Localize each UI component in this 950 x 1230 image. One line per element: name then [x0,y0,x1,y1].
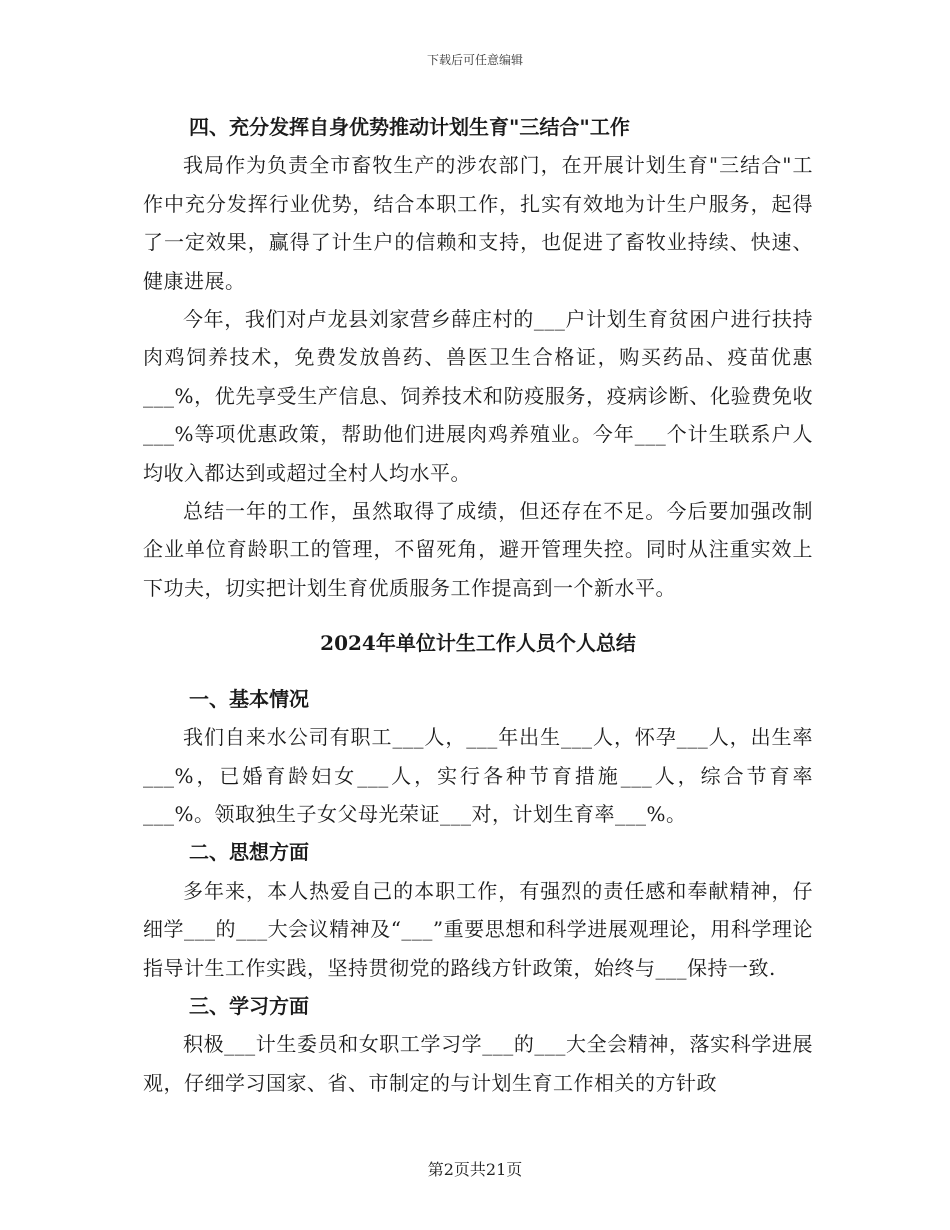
section-heading: 四、充分发挥自身优势推动计划生育"三结合"工作 [189,115,630,139]
paragraph: 我们自来水公司有职工___人，___年出生___人，怀孕___人，出生率___%，已婚育龄妇女___人，实行各种节育措施___人，综合节育率___%。领取独生子女父母光荣证___对，计划生育率___%。 [143,725,813,826]
page-header-note: 下载后可任意编辑 [426,53,523,67]
document-title: 2024年单位计生工作人员个人总结 [320,631,636,656]
paragraph: 我局作为负责全市畜牧生产的涉农部门，在开展计划生育"三结合"工作中充分发挥行业优势，结合本职工作，扎实有效地为计生户服务，起得了一定效果，赢得了计生户的信赖和支持，也促进了畜牧业持续、快速、健康进展。 [143,153,813,293]
section-heading: 二、思想方面 [189,840,309,865]
paragraph: 今年，我们对卢龙县刘家营乡薛庄村的___户计划生育贫困户进行扶持肉鸡饲养技术，免费发放兽药、兽医卫生合格证，购买药品、疫苗优惠___%，优先享受生产信息、饲养技术和防疫服务，疫病诊断、化验费免收___%等项优惠政策，帮助他们进展肉鸡养殖业。今年___个计生联系户人均收入都达到或超过全村人均水平。 [143,307,813,485]
paragraph: 总结一年的工作，虽然取得了成绩，但还存在不足。今后要加强改制企业单位育龄职工的管理，不留死角，避开管理失控。同时从注重实效上下功夫，切实把计划生育优质服务工作提高到一个新水平。 [143,499,813,600]
paragraph: 积极___计生委员和女职工学习学___的___大全会精神，落实科学进展观，仔细学习国家、省、市制定的与计划生育工作相关的方针政 [143,1032,813,1095]
section-heading: 一、基本情况 [189,686,309,711]
paragraph: 多年来，本人热爱自己的本职工作，有强烈的责任感和奉献精神，仔细学___的___大会议精神及“___”重要思想和科学进展观理论，用科学理论指导计生工作实践，坚持贯彻党的路线方针政策，始终与___保持一致. [143,878,813,980]
section-heading: 三、学习方面 [189,993,309,1018]
page-number: 第2页共21页 [427,1160,523,1179]
document-body [143,108,813,1102]
